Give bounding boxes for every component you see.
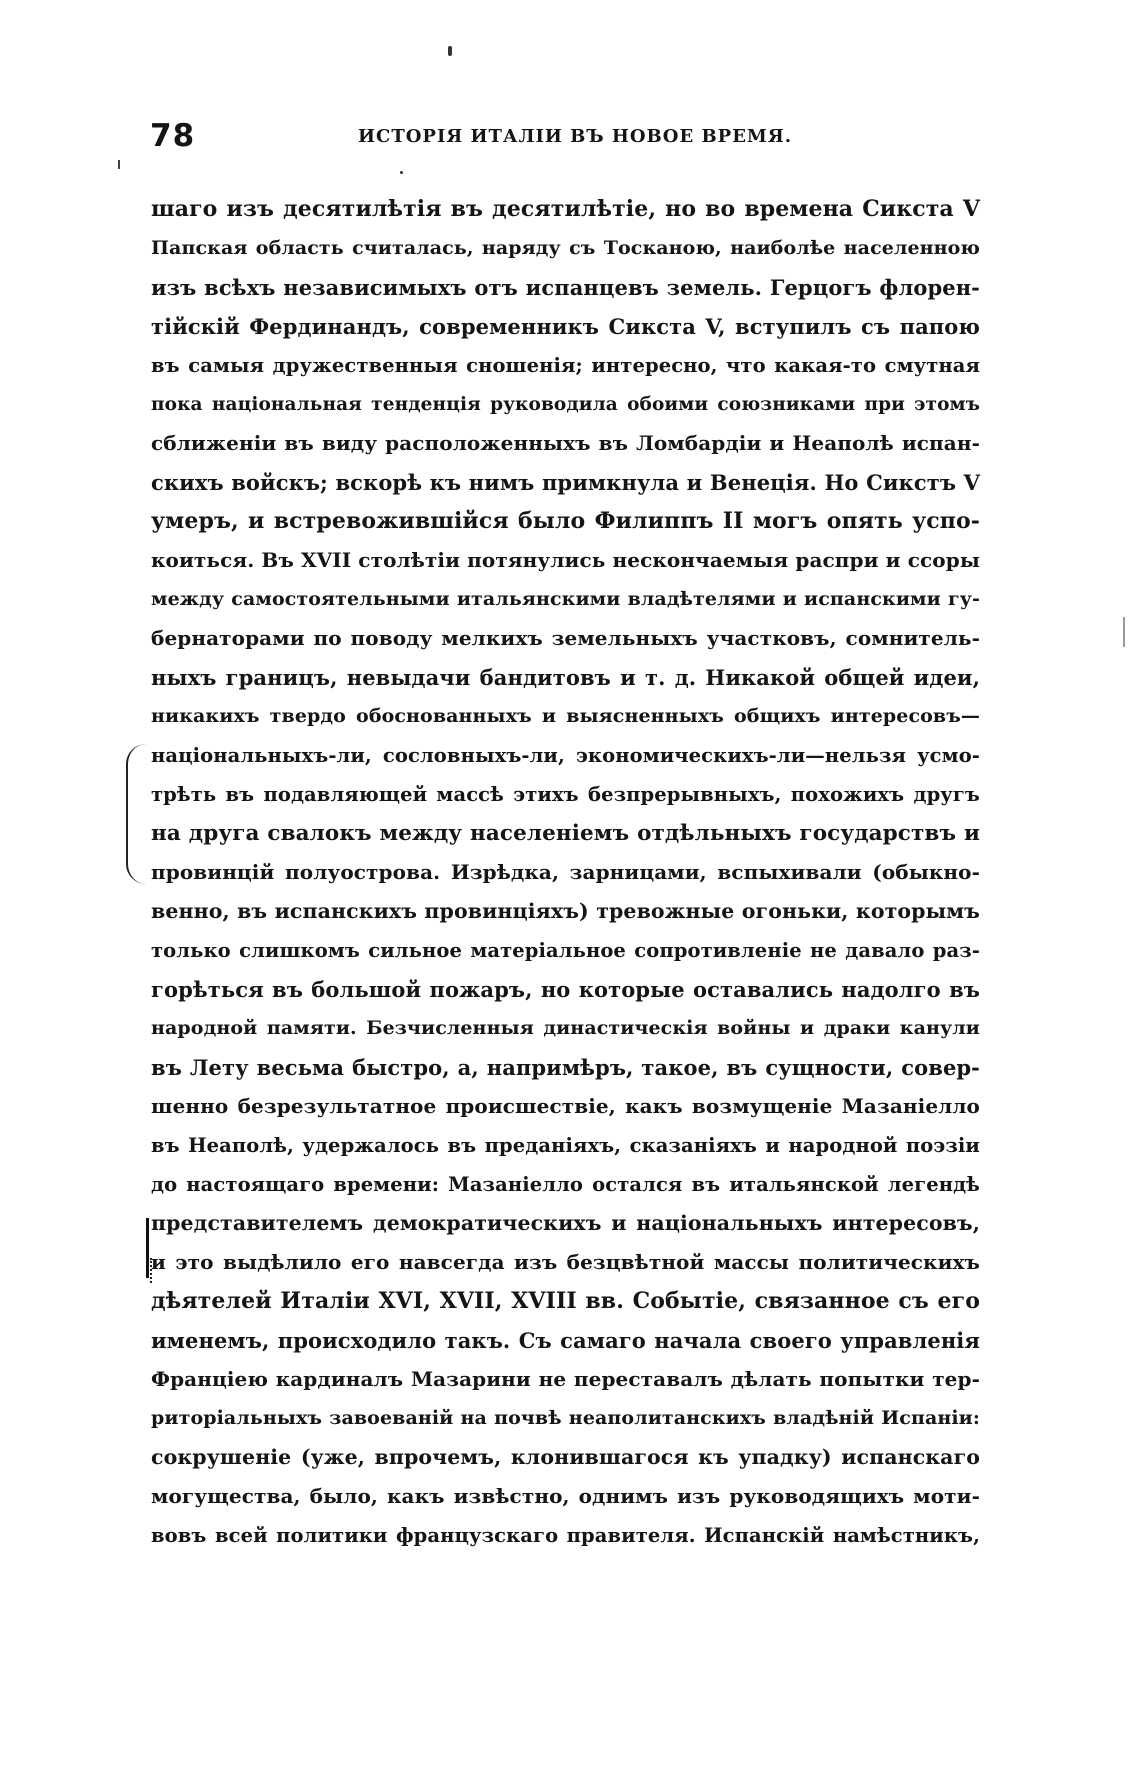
text-line: трѣть въ подавляющей массѣ этихъ безпрерывныхъ, похожихъ другъ — [151, 783, 980, 806]
text-line: сближеніи въ виду расположенныхъ въ Ломбардіи и Неаполѣ испан- — [151, 431, 980, 455]
text-line: національныхъ-ли, сословныхъ-ли, экономическихъ-ли—нельзя усмо- — [151, 744, 980, 767]
text-line: дѣятелей Италіи XVI, XVII, XVIII вв. Событіе, связанное съ его — [151, 1288, 980, 1314]
margin-brace-mark — [126, 744, 146, 884]
text-line: и это выдѣлило его навсегда изъ безцвѣтной массы политическихъ — [151, 1250, 980, 1274]
page-number: 78 — [150, 118, 196, 154]
text-line: между самостоятельными итальянскими владѣтелями и испанскими гу- — [151, 588, 980, 610]
text-line: сокрушеніе (уже, впрочемъ, клонившагося къ упадку) испанскаго — [151, 1445, 980, 1469]
text-line: бернаторами по поводу мелкихъ земельныхъ участковъ, сомнитель- — [151, 626, 980, 650]
body-text — [151, 190, 980, 1555]
text-line: въ Неаполѣ, удержалось въ преданіяхъ, сказаніяхъ и народной поэзіи — [151, 1134, 980, 1157]
text-line: коиться. Въ XVII столѣтіи потянулись нескончаемыя распри и ссоры — [151, 548, 980, 572]
text-line: именемъ, происходило такъ. Съ самаго начала своего управленія — [151, 1328, 980, 1353]
margin-tick-mark — [118, 160, 120, 169]
text-line: риторіальныхъ завоеваній на почвѣ неаполитанскихъ владѣній Испаніи: — [151, 1407, 980, 1429]
page-header — [150, 118, 980, 158]
text-line: умеръ, и встревожившійся было Филиппъ II могъ опять успо- — [151, 508, 980, 534]
text-line: провинцій полуострова. Изрѣдка, зарницами, вспыхивали (обыкно- — [151, 860, 980, 884]
text-line: скихъ войскъ; вскорѣ къ нимъ примкнула и Венеція. Но Сикстъ V — [151, 470, 980, 495]
text-line: народной памяти. Безчисленныя династическія войны и драки канули — [151, 1017, 980, 1039]
text-line: изъ всѣхъ независимыхъ отъ испанцевъ земель. Герцогъ флорен- — [151, 275, 980, 300]
margin-rule-mark — [1123, 617, 1125, 647]
text-line: Папская область считалась, наряду съ Тосканою, наиболѣе населенною — [151, 237, 980, 259]
text-line: ныхъ границъ, невыдачи бандитовъ и т. д. Никакой общей идеи, — [151, 665, 980, 690]
ink-speck-mark — [400, 171, 403, 174]
text-line: шаго изъ десятилѣтія въ десятилѣтіе, но во времена Сикста V — [151, 196, 980, 222]
text-line: Франціею кардиналъ Мазарини не переставалъ дѣлать попытки тер- — [151, 1367, 980, 1391]
text-line: пока національная тенденція руководила обоими союзниками при этомъ — [151, 394, 980, 415]
text-line: тійскій Фердинандъ, современникъ Сикста V, вступилъ съ папою — [151, 314, 980, 339]
text-line: горѣться въ большой пожаръ, но которые оставались надолго въ — [151, 977, 980, 1002]
text-line: венно, въ испанскихъ провинціяхъ) тревожные огоньки, которымъ — [151, 899, 980, 923]
text-line: шенно безрезультатное происшествіе, какъ возмущеніе Мазаніелло — [151, 1094, 980, 1118]
text-line: въ самыя дружественныя сношенія; интересно, что какая-то смутная — [151, 354, 980, 377]
text-line: въ Лету весьма быстро, а, напримѣръ, такое, въ сущности, совер- — [151, 1055, 980, 1080]
text-line: только слишкомъ сильное матеріальное сопротивленіе не давало раз- — [151, 939, 980, 962]
text-line: могущества, было, какъ извѣстно, однимъ изъ руководящихъ моти- — [151, 1484, 980, 1508]
text-line: до настоящаго времени: Мазаніелло остался въ итальянской легендѣ — [151, 1173, 980, 1196]
text-line: вовъ всей политики французскаго правителя. Испанскій намѣстникъ, — [151, 1524, 980, 1547]
text-line: на друга свалокъ между населеніемъ отдѣльныхъ государствъ и — [151, 821, 980, 846]
running-title: ИСТОРІЯ ИТАЛІИ ВЪ НОВОЕ ВРЕМЯ. — [358, 126, 792, 147]
ink-speck-mark — [448, 46, 452, 56]
text-line: никакихъ твердо обоснованныхъ и выясненныхъ общихъ интересовъ— — [151, 705, 980, 727]
text-line: представителемъ демократическихъ и національныхъ интересовъ, — [151, 1211, 980, 1235]
